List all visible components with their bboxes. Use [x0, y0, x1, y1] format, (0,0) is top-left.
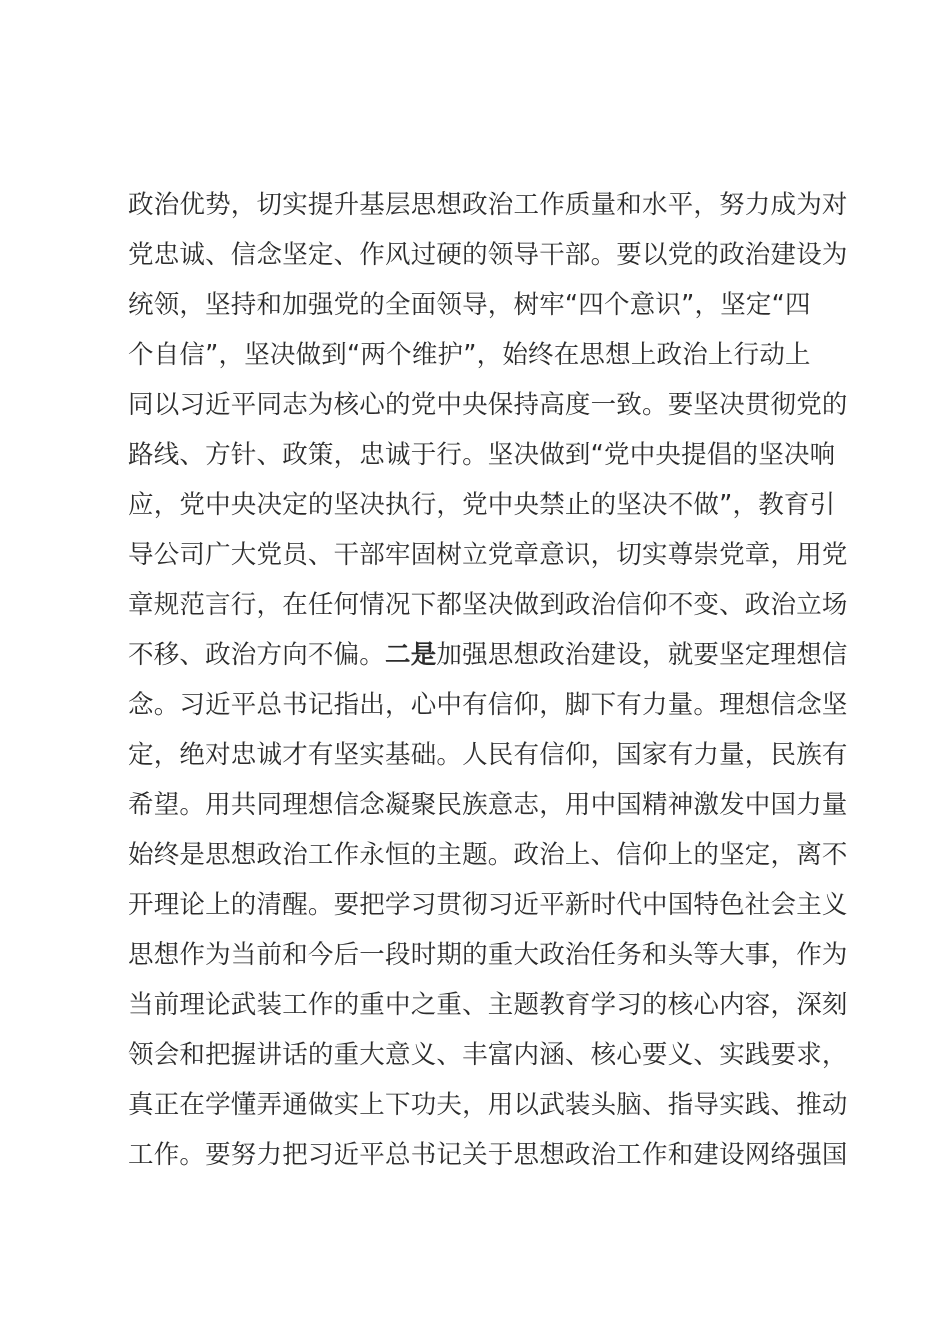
text-line: 个自信”，坚决做到“两个维护”，始终在思想上政治上行动上 [128, 340, 811, 370]
text-line: 领会和把握讲话的重大意义、丰富内涵、核心要义、实践要求， [128, 1040, 848, 1070]
text-line: 始终是思想政治工作永恒的主题。政治上、信仰上的坚定，离不 [128, 840, 848, 870]
text-line: 统领，坚持和加强党的全面领导，树牢“四个意识”，坚定“四 [128, 290, 811, 320]
text-line: 当前理论武装工作的重中之重、主题教育学习的核心内容，深刻 [128, 990, 848, 1020]
text-line: 念。习近平总书记指出，心中有信仰，脚下有力量。理想信念坚 [128, 690, 848, 720]
text-line: 章规范言行，在任何情况下都坚决做到政治信仰不变、政治立场 [128, 590, 848, 620]
text-line: 真正在学懂弄通做实上下功夫，用以武装头脑、指导实践、推动 [128, 1090, 848, 1120]
text-segment: 不移、政治方向不偏。 [128, 640, 386, 670]
body-text [128, 180, 848, 1180]
text-line: 思想作为当前和今后一段时期的重大政治任务和头等大事，作为 [128, 940, 848, 970]
text-line: 工作。要努力把习近平总书记关于思想政治工作和建设网络强国 [128, 1140, 848, 1170]
text-line: 党忠诚、信念坚定、作风过硬的领导干部。要以党的政治建设为 [128, 240, 848, 270]
text-line: 开理论上的清醒。要把学习贯彻习近平新时代中国特色社会主义 [128, 890, 848, 920]
text-line: 导公司广大党员、干部牢固树立党章意识，切实尊崇党章，用党 [128, 540, 848, 570]
text-line [128, 630, 848, 680]
text-line: 同以习近平同志为核心的党中央保持高度一致。要坚决贯彻党的 [128, 390, 848, 420]
text-line: 希望。用共同理想信念凝聚民族意志，用中国精神激发中国力量 [128, 790, 848, 820]
text-line: 路线、方针、政策，忠诚于行。坚决做到“党中央提倡的坚决响 [128, 440, 836, 470]
emphasis-label: 二是 [385, 640, 437, 670]
text-line: 定，绝对忠诚才有坚实基础。人民有信仰，国家有力量，民族有 [128, 740, 848, 770]
text-line: 政治优势，切实提升基层思想政治工作质量和水平，努力成为对 [128, 190, 848, 220]
text-segment: 加强思想政治建设，就要坚定理想信 [436, 640, 848, 670]
text-line: 应，党中央决定的坚决执行，党中央禁止的坚决不做”，教育引 [128, 490, 836, 520]
